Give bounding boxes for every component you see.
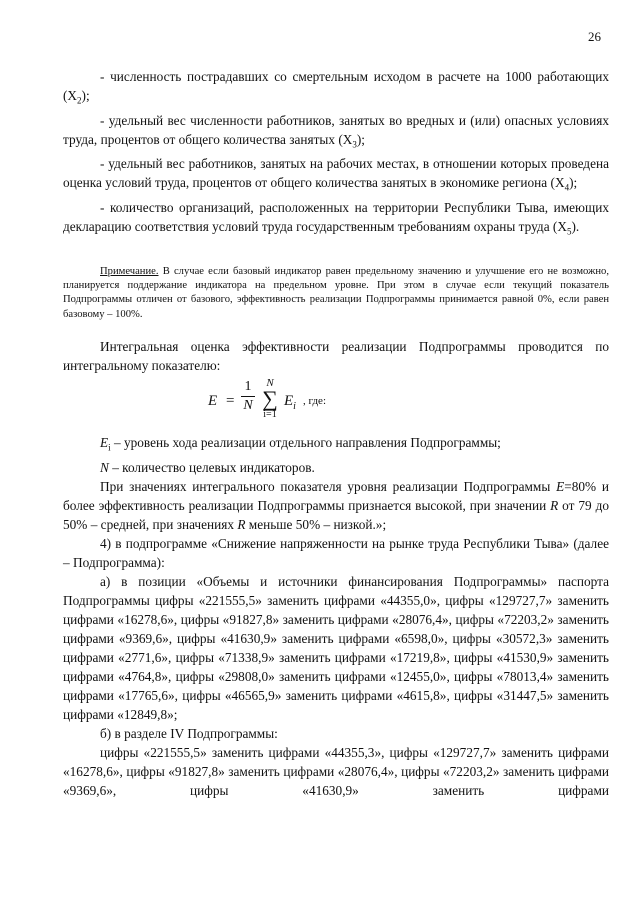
formula-term xyxy=(284,393,296,412)
bullet-tail: ); xyxy=(356,131,365,147)
item-b: б) в разделе IV Подпрограммы: xyxy=(100,725,278,741)
subscript: 3 xyxy=(352,139,357,150)
fraction-denominator: N xyxy=(243,398,253,414)
bullet-text: - численность пострадавших со смертельным исходом в расчете на 1000 работающих (X xyxy=(63,69,609,103)
bullet-x3 xyxy=(63,111,609,155)
formula-equals: = xyxy=(226,393,235,410)
formula-lhs: E xyxy=(208,393,218,410)
def-var: E xyxy=(100,435,109,451)
text-run: меньше 50% – низкой.»; xyxy=(245,516,387,532)
formula-where: , где: xyxy=(303,395,326,408)
bullet-x5 xyxy=(63,198,609,242)
text-run: от 79 до 50% – средней, при значениях xyxy=(63,497,610,532)
note-text: В случае если базовый индикатор равен предельному значению и улучшение его не возможно, планируется поддержание индикатора на предельном уровне. При этом в случае если текущий показатель Подпрограммы отличен от базового, эффективность реализации Подпрограммы принимается равной 0%, если равен базовому – 100%. xyxy=(63,265,609,320)
sum-lower-limit: i=1 xyxy=(263,409,277,421)
fraction-numerator: 1 xyxy=(244,379,252,395)
definition-n xyxy=(63,458,609,477)
summation xyxy=(259,377,281,421)
subscript: 2 xyxy=(77,95,82,106)
def-var: N xyxy=(100,459,109,475)
bullet-text: - удельный вес численности работников, занятых во вредных и (или) опасных условиях труда, процентов от общего количества занятых (X xyxy=(63,112,609,147)
def-text: – количество целевых индикаторов. xyxy=(108,459,315,475)
item-4: 4) в подпрограмме «Снижение напряженности на рынке труда Республики Тыва» (далее – Подпрограмма): xyxy=(63,535,609,570)
document-body xyxy=(63,67,609,800)
text-run: При значениях интегрального показателя уровня реализации Подпрограммы xyxy=(100,478,557,494)
values-paragraph xyxy=(63,477,609,534)
term-var: E xyxy=(284,393,294,410)
formula-fraction xyxy=(241,379,255,414)
term-sub: i xyxy=(293,401,296,413)
bullet-tail: ); xyxy=(81,88,90,103)
formula xyxy=(63,377,609,429)
bullet-tail: ); xyxy=(569,175,578,191)
sum-upper-limit: N xyxy=(266,377,274,390)
sigma-symbol: ∑ xyxy=(262,386,278,412)
bullet-text: - количество организаций, расположенных на территории Республики Тыва, имеющих декларацию соответствия условий труда государственным требованиям охраны труда (X xyxy=(63,199,609,234)
var-r: R xyxy=(237,516,246,532)
note-label: Примечание. xyxy=(100,265,159,277)
definition-ei xyxy=(63,433,609,458)
subscript: 5 xyxy=(566,226,572,237)
bullet-tail: ). xyxy=(571,218,580,234)
bullet-x2 xyxy=(63,67,609,111)
fraction-bar xyxy=(241,396,255,397)
def-text: – уровень хода реализации отдельного направления Подпрограммы; xyxy=(110,435,501,451)
var-r: R xyxy=(550,497,559,513)
bullet-x4 xyxy=(63,154,609,198)
bullet-text: - удельный вес работников, занятых на рабочих местах, в отношении которых проведена оценка условий труда, процентов от общего количества занятых в экономике региона (X xyxy=(63,156,609,191)
subscript: 4 xyxy=(564,182,570,193)
var-e: E xyxy=(556,478,565,494)
page-number: 26 xyxy=(588,29,601,44)
note xyxy=(63,265,609,323)
def-sub: i xyxy=(108,442,111,453)
integral-intro: Интегральная оценка эффективности реализации Подпрограммы проводится по интегральному показателю: xyxy=(63,339,609,374)
text-run: =80% и более эффективность реализации Подпрограммы признается высокой, при значении xyxy=(63,478,609,513)
item-a: а) в позиции «Объемы и источники финансирования Подпрограммы» паспорта Подпрограммы цифры «221555,5» заменить цифрами «44355,0», цифры «129727,7» заменить цифрами «16278,6», цифры «91827,8» заменить цифрами «28076,4», цифры «72203,2» заменить цифрами «9369,6», цифры «41630,9» заменить цифрами «6598,0», цифры «30572,3» заменить цифрами «2771,6», цифры «71338,9» заменить цифрами «17219,8», цифры «41530,9» заменить цифрами «4764,8», цифры «29808,0» заменить цифрами «12455,0», цифры «78013,4» заменить цифрами «17765,6», цифры «46565,9» заменить цифрами «4615,8», цифры «31447,5» заменить цифрами «12849,8»; xyxy=(63,573,609,722)
item-b-text: цифры «221555,5» заменить цифрами «44355,3», цифры «129727,7» заменить цифрами «16278,6», цифры «91827,8» заменить цифрами «28076,4», цифры «72203,2» заменить цифрами «9369,6», цифры «41630,9» заменить цифрами xyxy=(63,744,609,798)
